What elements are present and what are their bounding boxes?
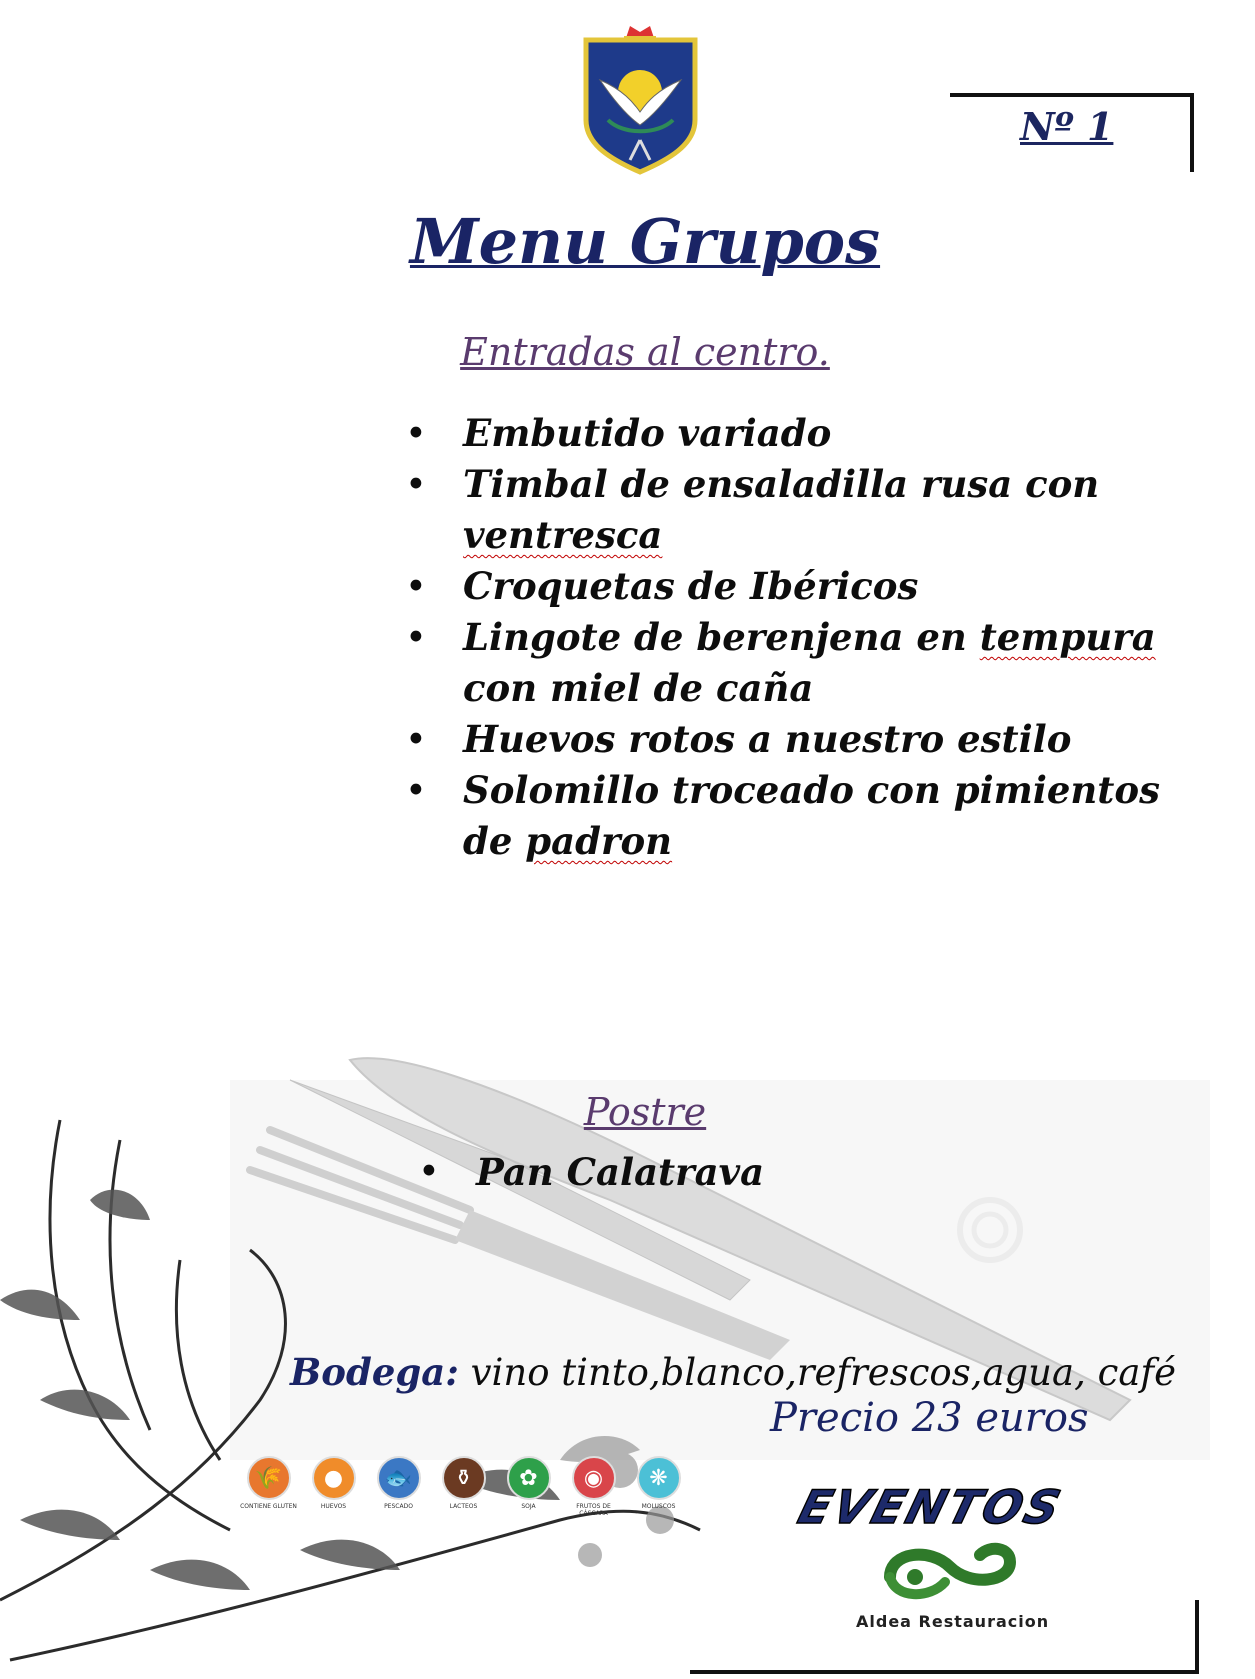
wheat-icon: 🌾 [247, 1456, 291, 1500]
list-item: • Huevos rotos a nuestro estilo [405, 714, 1165, 765]
eventos-logo-text: EVENTOS [792, 1480, 1069, 1534]
allergen-fish: 🐟 PESCADO [366, 1456, 431, 1517]
allergen-dairy: ⚱ LACTEOS [431, 1456, 496, 1517]
bodega-text: vino tinto,blanco,refrescos,agua, café [458, 1351, 1176, 1394]
starters-heading: Entradas al centro. [460, 330, 830, 374]
milk-icon: ⚱ [442, 1456, 486, 1500]
list-item: • Lingote de berenjena en tempura con miel de caña [405, 612, 1165, 714]
allergen-icons [236, 1456, 691, 1517]
shell-icon: ❋ [637, 1456, 681, 1500]
allergen-soy: ✿ SOJA [496, 1456, 561, 1517]
aldea-swirl-logo [870, 1537, 1030, 1607]
starters-list [405, 408, 1165, 867]
list-item: • Pan Calatrava [418, 1150, 764, 1194]
allergen-gluten: 🌾 CONTIENE GLUTEN [236, 1456, 301, 1517]
allergen-eggs: ● HUEVOS [301, 1456, 366, 1517]
price: Precio 23 euros [770, 1395, 1089, 1441]
bodega-label: Bodega: [290, 1350, 459, 1394]
dessert-list [418, 1150, 764, 1194]
aldea-restauracion-text: Aldea Restauracion [856, 1612, 1050, 1631]
list-item: • Timbal de ensaladilla rusa con ventresca [405, 459, 1165, 561]
list-item: • Croquetas de Ibéricos [405, 561, 1165, 612]
allergen-molluscs: ❋ MOLUSCOS [626, 1456, 691, 1517]
soy-icon: ✿ [507, 1456, 551, 1500]
page-title: Menu Grupos [409, 205, 881, 278]
club-crest-logo [578, 20, 703, 175]
bodega-line [290, 1350, 1176, 1394]
allergen-nuts: ◉ FRUTOS DE CÁSCARA [561, 1456, 626, 1517]
list-item: • Embutido variado [405, 408, 1165, 459]
fish-icon: 🐟 [377, 1456, 421, 1500]
nut-icon: ◉ [572, 1456, 616, 1500]
eggs-icon: ● [312, 1456, 356, 1500]
dessert-heading: Postre [583, 1090, 707, 1134]
menu-number: Nº 1 [1020, 104, 1114, 149]
list-item: • Solomillo troceado con pimientos de padron [405, 765, 1165, 867]
